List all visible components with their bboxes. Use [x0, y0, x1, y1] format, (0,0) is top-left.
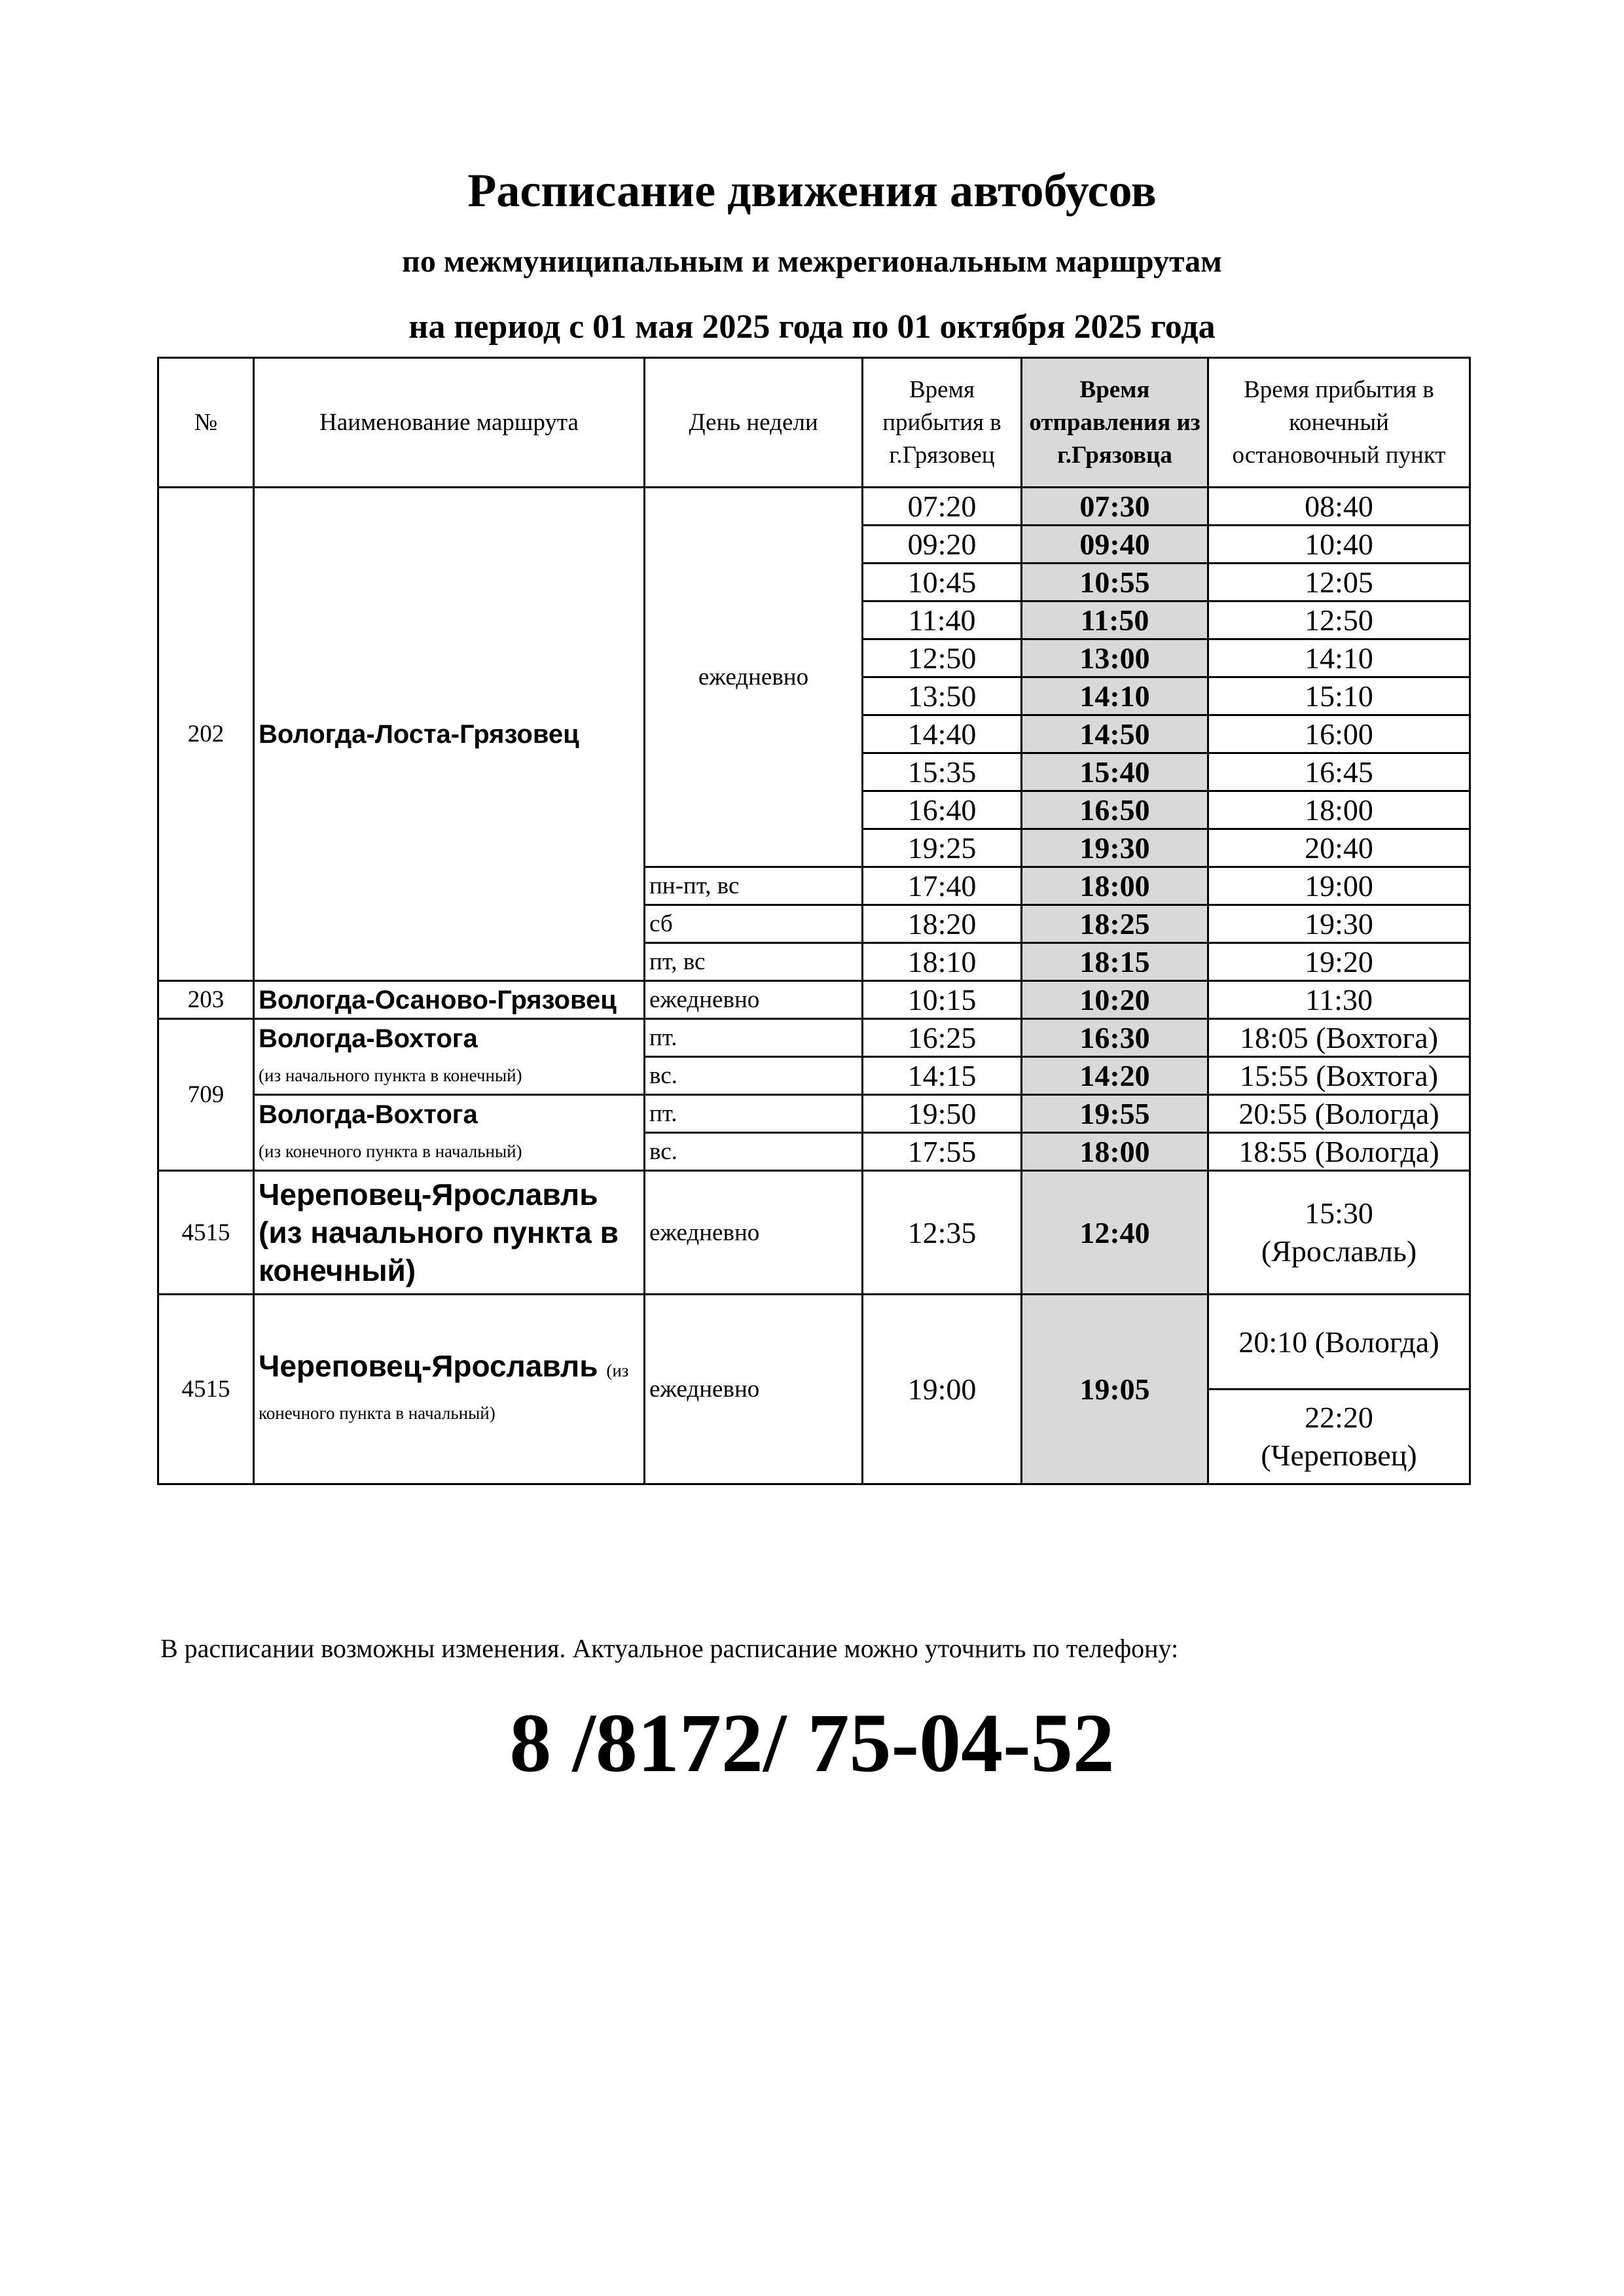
final-time: 11:30 [1208, 981, 1470, 1019]
depart-time: 18:15 [1022, 943, 1208, 981]
final-time: 20:10 (Вологда) [1208, 1295, 1470, 1390]
route-name [254, 1095, 645, 1171]
table-row [158, 1295, 1470, 1390]
arrive-time: 16:25 [863, 1019, 1022, 1057]
final-destination: (Ярославль) [1261, 1234, 1417, 1268]
table-row [158, 488, 1470, 526]
depart-time: 19:05 [1022, 1295, 1208, 1484]
page-title: Расписание движения автобусов [467, 164, 1157, 217]
depart-time: 07:30 [1022, 488, 1208, 526]
route-number: 202 [158, 488, 254, 981]
depart-time: 16:30 [1022, 1019, 1208, 1057]
arrive-time: 07:20 [863, 488, 1022, 526]
final-time: 15:55 (Вохтога) [1208, 1057, 1470, 1095]
period-subtitle: на период с 01 мая 2025 года по 01 октября 2025 года [408, 308, 1216, 346]
final-time: 15:10 [1208, 677, 1470, 715]
depart-time: 14:10 [1022, 677, 1208, 715]
route-name-text: Вологда-Вохтога [259, 1100, 478, 1129]
arrive-time: 12:35 [863, 1171, 1022, 1295]
depart-time: 18:00 [1022, 867, 1208, 905]
route-direction-note: (из конечного пункта в начальный) [259, 1141, 522, 1161]
schedule-table [157, 357, 1471, 1485]
depart-time: 19:55 [1022, 1095, 1208, 1133]
final-time: 18:05 (Вохтога) [1208, 1019, 1470, 1057]
table-row [158, 1171, 1470, 1295]
route-name: Вологда-Лоста-Грязовец [254, 488, 645, 981]
depart-time: 14:50 [1022, 715, 1208, 753]
final-time-value: 15:30 [1305, 1196, 1373, 1230]
depart-time: 13:00 [1022, 639, 1208, 677]
arrive-time: 19:50 [863, 1095, 1022, 1133]
day-of-week: ежедневно [645, 488, 863, 867]
route-number: 709 [158, 1019, 254, 1171]
depart-time: 19:30 [1022, 829, 1208, 867]
header-arrive: Время прибытия в г.Грязовец [863, 358, 1022, 488]
final-time: 18:55 (Вологда) [1208, 1133, 1470, 1171]
arrive-time: 10:45 [863, 564, 1022, 601]
table-row [158, 981, 1470, 1019]
arrive-time: 17:55 [863, 1133, 1022, 1171]
route-name: Вологда-Осаново-Грязовец [254, 981, 645, 1019]
schedule-notice: В расписании возможны изменения. Актуальное расписание можно уточнить по телефону: [160, 1634, 1179, 1663]
arrive-time: 15:35 [863, 753, 1022, 791]
header-depart: Время отправления из г.Грязовца [1022, 358, 1208, 488]
route-name [254, 1019, 645, 1095]
final-time: 12:05 [1208, 564, 1470, 601]
depart-time: 10:55 [1022, 564, 1208, 601]
day-of-week: вс. [645, 1057, 863, 1095]
final-time: 18:00 [1208, 791, 1470, 829]
day-of-week: ежедневно [645, 1295, 863, 1484]
day-of-week: ежедневно [645, 981, 863, 1019]
day-of-week: пт. [645, 1019, 863, 1057]
day-of-week: пт, вс [645, 943, 863, 981]
route-number: 4515 [158, 1171, 254, 1295]
final-time: 19:20 [1208, 943, 1470, 981]
final-time: 10:40 [1208, 526, 1470, 564]
route-name [254, 1295, 645, 1484]
arrive-time: 14:15 [863, 1057, 1022, 1095]
header-route: Наименование маршрута [254, 358, 645, 488]
depart-time: 15:40 [1022, 753, 1208, 791]
final-time: 16:45 [1208, 753, 1470, 791]
arrive-time: 16:40 [863, 791, 1022, 829]
depart-time: 18:00 [1022, 1133, 1208, 1171]
route-name-text: Череповец-Ярославль [259, 1348, 598, 1383]
final-time: 08:40 [1208, 488, 1470, 526]
route-name: Череповец-Ярославль (из начального пункта в конечный) [254, 1171, 645, 1295]
route-direction-note: (из конечного пункта в начальный) [259, 1360, 629, 1423]
depart-time: 09:40 [1022, 526, 1208, 564]
day-of-week: ежедневно [645, 1171, 863, 1295]
depart-time: 14:20 [1022, 1057, 1208, 1095]
header-day: День недели [645, 358, 863, 488]
arrive-time: 11:40 [863, 601, 1022, 639]
arrive-time: 09:20 [863, 526, 1022, 564]
final-time: 19:30 [1208, 905, 1470, 943]
table-row [158, 1095, 1470, 1133]
phone-number: 8 /8172/ 75-04-52 [509, 1696, 1115, 1789]
arrive-time: 17:40 [863, 867, 1022, 905]
table-row [158, 1019, 1470, 1057]
day-of-week: пт. [645, 1095, 863, 1133]
depart-time: 11:50 [1022, 601, 1208, 639]
page-subtitle: по межмуниципальным и межрегиональным маршрутам [402, 244, 1222, 279]
final-time: 14:10 [1208, 639, 1470, 677]
header-num: № [158, 358, 254, 488]
depart-time: 10:20 [1022, 981, 1208, 1019]
arrive-time: 19:00 [863, 1295, 1022, 1484]
final-time [1208, 1390, 1470, 1484]
day-of-week: пн-пт, вс [645, 867, 863, 905]
final-time: 20:55 (Вологда) [1208, 1095, 1470, 1133]
arrive-time: 14:40 [863, 715, 1022, 753]
arrive-time: 13:50 [863, 677, 1022, 715]
route-number: 203 [158, 981, 254, 1019]
depart-time: 16:50 [1022, 791, 1208, 829]
arrive-time: 10:15 [863, 981, 1022, 1019]
final-time: 12:50 [1208, 601, 1470, 639]
header-final: Время прибытия в конечный остановочный пункт [1208, 358, 1470, 488]
route-name-text: Вологда-Вохтога [259, 1024, 478, 1053]
final-time: 16:00 [1208, 715, 1470, 753]
day-of-week: вс. [645, 1133, 863, 1171]
final-time: 20:40 [1208, 829, 1470, 867]
route-number: 4515 [158, 1295, 254, 1484]
final-time-value: 22:20 [1305, 1401, 1373, 1434]
final-time: 19:00 [1208, 867, 1470, 905]
day-of-week: сб [645, 905, 863, 943]
depart-time: 12:40 [1022, 1171, 1208, 1295]
arrive-time: 19:25 [863, 829, 1022, 867]
arrive-time: 12:50 [863, 639, 1022, 677]
depart-time: 18:25 [1022, 905, 1208, 943]
final-destination: (Череповец) [1261, 1439, 1417, 1472]
final-time [1208, 1171, 1470, 1295]
arrive-time: 18:10 [863, 943, 1022, 981]
arrive-time: 18:20 [863, 905, 1022, 943]
table-header-row [158, 358, 1470, 488]
route-direction-note: (из начального пункта в конечный) [259, 1065, 522, 1085]
